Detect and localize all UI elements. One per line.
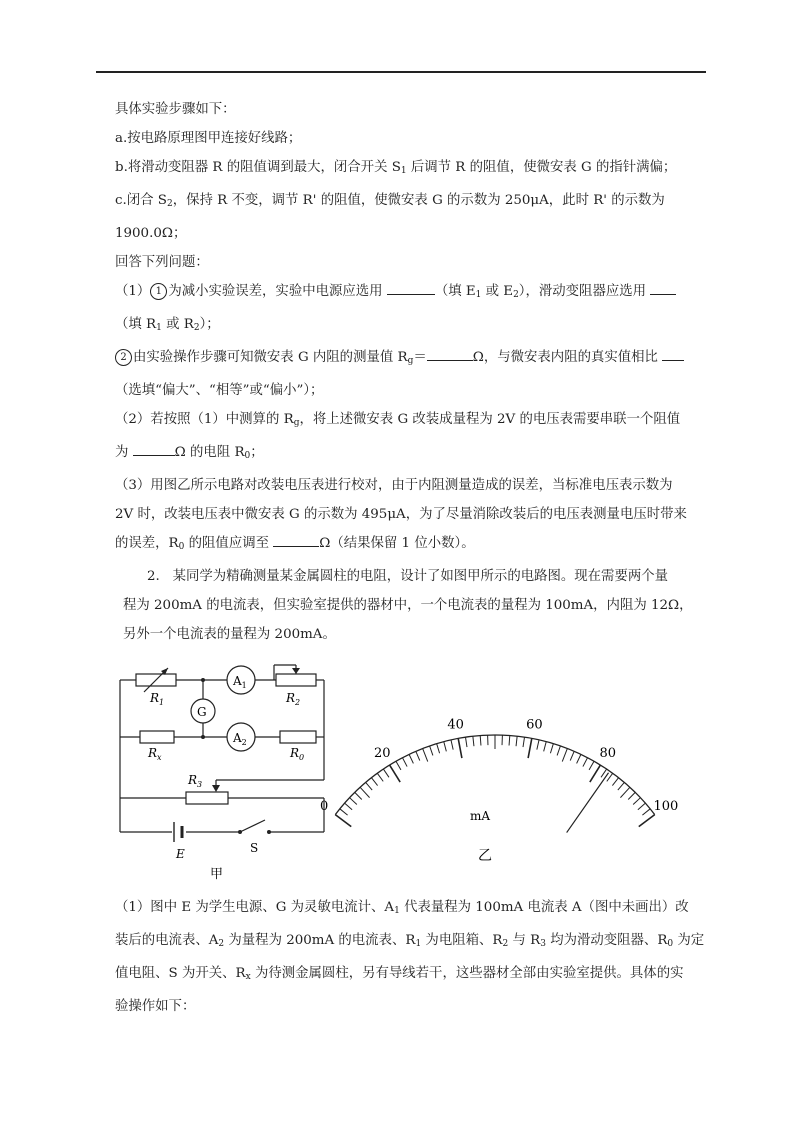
switch-contact-icon	[238, 830, 242, 834]
e-label: E	[176, 847, 185, 861]
dial-minor-tick	[430, 746, 433, 755]
dial-minor-tick	[473, 736, 474, 746]
dial-minor-tick	[509, 736, 510, 746]
dial-tick-label: 80	[599, 746, 617, 762]
circled-number-2: 2	[115, 349, 132, 366]
dial-tick-label: 40	[447, 717, 464, 733]
step-a: a.按电路原理图甲连接好线路；	[115, 131, 302, 146]
dial-tick-label: 0	[319, 799, 329, 815]
problem-2-line1: 2. 某同学为精确测量某金属圆柱的电阻，设计了如图甲所示的电路图。现在需要两个量	[147, 569, 669, 584]
dial-major-tick	[458, 738, 462, 758]
step-c: c.闭合 $S_2$，保持 R 不变，调节 R' 的阻值，使微安表 G 的示数为 250μA，此时 R' 的示数为	[115, 193, 665, 209]
answer-blank[interactable]	[662, 345, 684, 361]
dial-minor-tick	[620, 787, 629, 797]
question-1a: （1） 1 为减小实验误差，实验中电源应选用 （填 $E_1$ 或 $E_2$），滑动变阻器应选用	[115, 277, 715, 310]
p3-line1: （1）图中 E 为学生电源、G 为灵敏电流计、$A_1$ 代表量程为 100mA 电流表 A（图中未画出）改	[115, 900, 689, 916]
a2-label: $A_2$	[233, 731, 247, 747]
rx-resistor-box	[140, 731, 174, 743]
dial-minor-tick	[480, 736, 481, 746]
dial-minor-tick	[570, 751, 574, 760]
dial-minor-tick	[437, 744, 440, 754]
dial-minor-tick	[642, 809, 650, 815]
problem-2-subquestion	[115, 893, 715, 1021]
question-3-line2: 2V 时，改装电压表中微安表 G 的示数为 495μA，为了尽量消除改装后的电压表测量电压时带来	[115, 507, 687, 522]
answer-blank[interactable]	[427, 345, 473, 361]
dial-tick-labels	[320, 718, 678, 815]
dial-minor-tick	[350, 798, 357, 805]
r0-label: $R_0$	[290, 746, 305, 762]
dial-minor-tick	[402, 758, 407, 767]
dial-minor-tick	[537, 740, 539, 750]
question-3-line1: （3）用图乙所示电路对改装电压表进行校对，由于内阻测量造成的误差，当标准电压表示数为	[115, 478, 673, 493]
dial-minor-tick	[633, 798, 640, 805]
dial-major-tick	[639, 815, 655, 827]
a1-label: $A_1$	[233, 674, 247, 690]
dial-tick-label: 60	[526, 717, 543, 733]
meter-dial	[319, 680, 679, 870]
dial-minor-tick	[628, 792, 635, 799]
question-1b-cont: （选填“偏大”、“相等”或“偏小”）；	[115, 383, 324, 398]
dial-minor-tick	[550, 744, 553, 754]
r2-slider-arrow-icon	[292, 668, 300, 674]
dial-minor-tick	[444, 742, 447, 752]
r1-label: $R_1$	[150, 691, 165, 707]
problem-2-line3: 另外一个电流表的量程为 200mA。	[123, 627, 336, 642]
dial-minor-tick	[366, 782, 372, 790]
dial-minor-tick	[371, 778, 377, 786]
dial-minor-tick	[618, 782, 624, 790]
dial-needle	[567, 773, 609, 833]
rx-label: $R_x$	[148, 746, 162, 762]
dial-minor-tick	[589, 761, 594, 770]
dial-minor-tick	[516, 736, 517, 746]
switch-contact-icon	[267, 830, 271, 834]
dial-tick-label: 20	[373, 746, 391, 762]
dial-minor-tick	[523, 737, 524, 747]
problem-1-text	[115, 95, 715, 649]
dial-minor-tick	[451, 740, 453, 750]
step-b: b.将滑动变阻器 R 的阻值调到最大，闭合开关 $S_1$ 后调节 R 的阻值，使微安表 G 的指针满偏；	[115, 160, 677, 176]
dial-minor-tick	[562, 749, 567, 762]
dial-minor-tick	[423, 749, 428, 762]
r3-slider-arrow-icon	[212, 785, 220, 792]
question-1b: 2 由实验操作步骤可知微安表 G 内阻的测量值 $R_g= \Omega$，与微安表内阻的真实值相比	[115, 343, 715, 376]
dial-minor-tick	[466, 737, 467, 747]
dial-major-tick	[390, 765, 401, 782]
problem-2-line2: 程为 200mA 的电流表，但实验室提供的器材中，一个电流表的量程为 100mA，内阻为 12Ω，	[123, 598, 693, 613]
dial-minor-tick	[345, 803, 353, 810]
p3-line2: 装后的电流表、$A_2$ 为量程为 200mA 的电流表、$R_1$ 为电阻箱、$R_2$ 与 $R_3$ 均为滑动变阻器、$R_0$ 为定	[115, 933, 705, 949]
answer-blank[interactable]	[273, 531, 319, 547]
r2-label: $R_2$	[286, 691, 301, 707]
question-2-cont: 为 Ω 的电阻 $R_0$；	[115, 438, 715, 471]
dial-minor-tick	[409, 754, 413, 763]
circuit-diagram	[110, 660, 340, 885]
answer-blank[interactable]	[387, 279, 435, 295]
p3-line4: 验操作如下：	[115, 999, 196, 1014]
dial-tick-label: 100	[653, 799, 679, 815]
dial-minor-tick	[360, 787, 369, 797]
dial-major-tick	[528, 738, 532, 758]
junction-dot	[201, 735, 205, 739]
dial-minor-tick	[340, 809, 348, 815]
g-label: G	[197, 705, 207, 719]
s-label: S	[250, 841, 259, 855]
steps-title: 具体实验步骤如下：	[115, 102, 236, 117]
dial-minor-tick	[557, 746, 560, 755]
dial-minor-tick	[583, 758, 588, 767]
r2-resistor-box	[276, 674, 316, 686]
step-c-cont: 1900.0Ω；	[115, 226, 187, 241]
question-1a-cont: （填 $R_1$ 或 $R_2$）；	[115, 317, 220, 333]
figure-caption-yi: 乙	[478, 848, 492, 864]
dial-minor-tick	[396, 761, 401, 770]
r3-label: $R_3$	[188, 773, 203, 789]
dial-major-tick	[590, 765, 601, 782]
dial-minor-tick	[638, 803, 646, 810]
dial-minor-tick	[544, 742, 547, 752]
dial-minor-tick	[355, 792, 362, 799]
dial-minor-tick	[377, 773, 383, 781]
header-rule	[96, 71, 706, 73]
dial-minor-tick	[612, 778, 618, 786]
dial-unit-label: mA	[470, 809, 491, 823]
junction-dot	[201, 678, 205, 682]
p3-line3: 值电阻、S 为开关、$R_x$ 为待测金属圆柱，另有导线若干，这些器材全部由实验室提供。具体的实	[115, 966, 684, 982]
dial-minor-tick	[383, 769, 389, 777]
figure-caption-jia: 甲	[210, 867, 224, 882]
r0-resistor-box	[280, 731, 316, 743]
dial-minor-tick	[577, 754, 581, 763]
question-3-line3: 的误差，$R_0$ 的阻值应调至 Ω（结果保留 1 位小数）。	[115, 529, 715, 562]
dial-minor-tick	[416, 751, 420, 760]
r3-resistor-box	[186, 792, 228, 804]
answer-title: 回答下列问题：	[115, 255, 209, 270]
answer-blank[interactable]	[133, 440, 175, 456]
answer-blank[interactable]	[650, 279, 676, 295]
circled-number-1: 1	[150, 283, 167, 300]
question-2: （2）若按照（1）中测算的 $R_g$，将上述微安表 G 改装成量程为 2V 的电压表需要串联一个阻值	[115, 412, 681, 428]
